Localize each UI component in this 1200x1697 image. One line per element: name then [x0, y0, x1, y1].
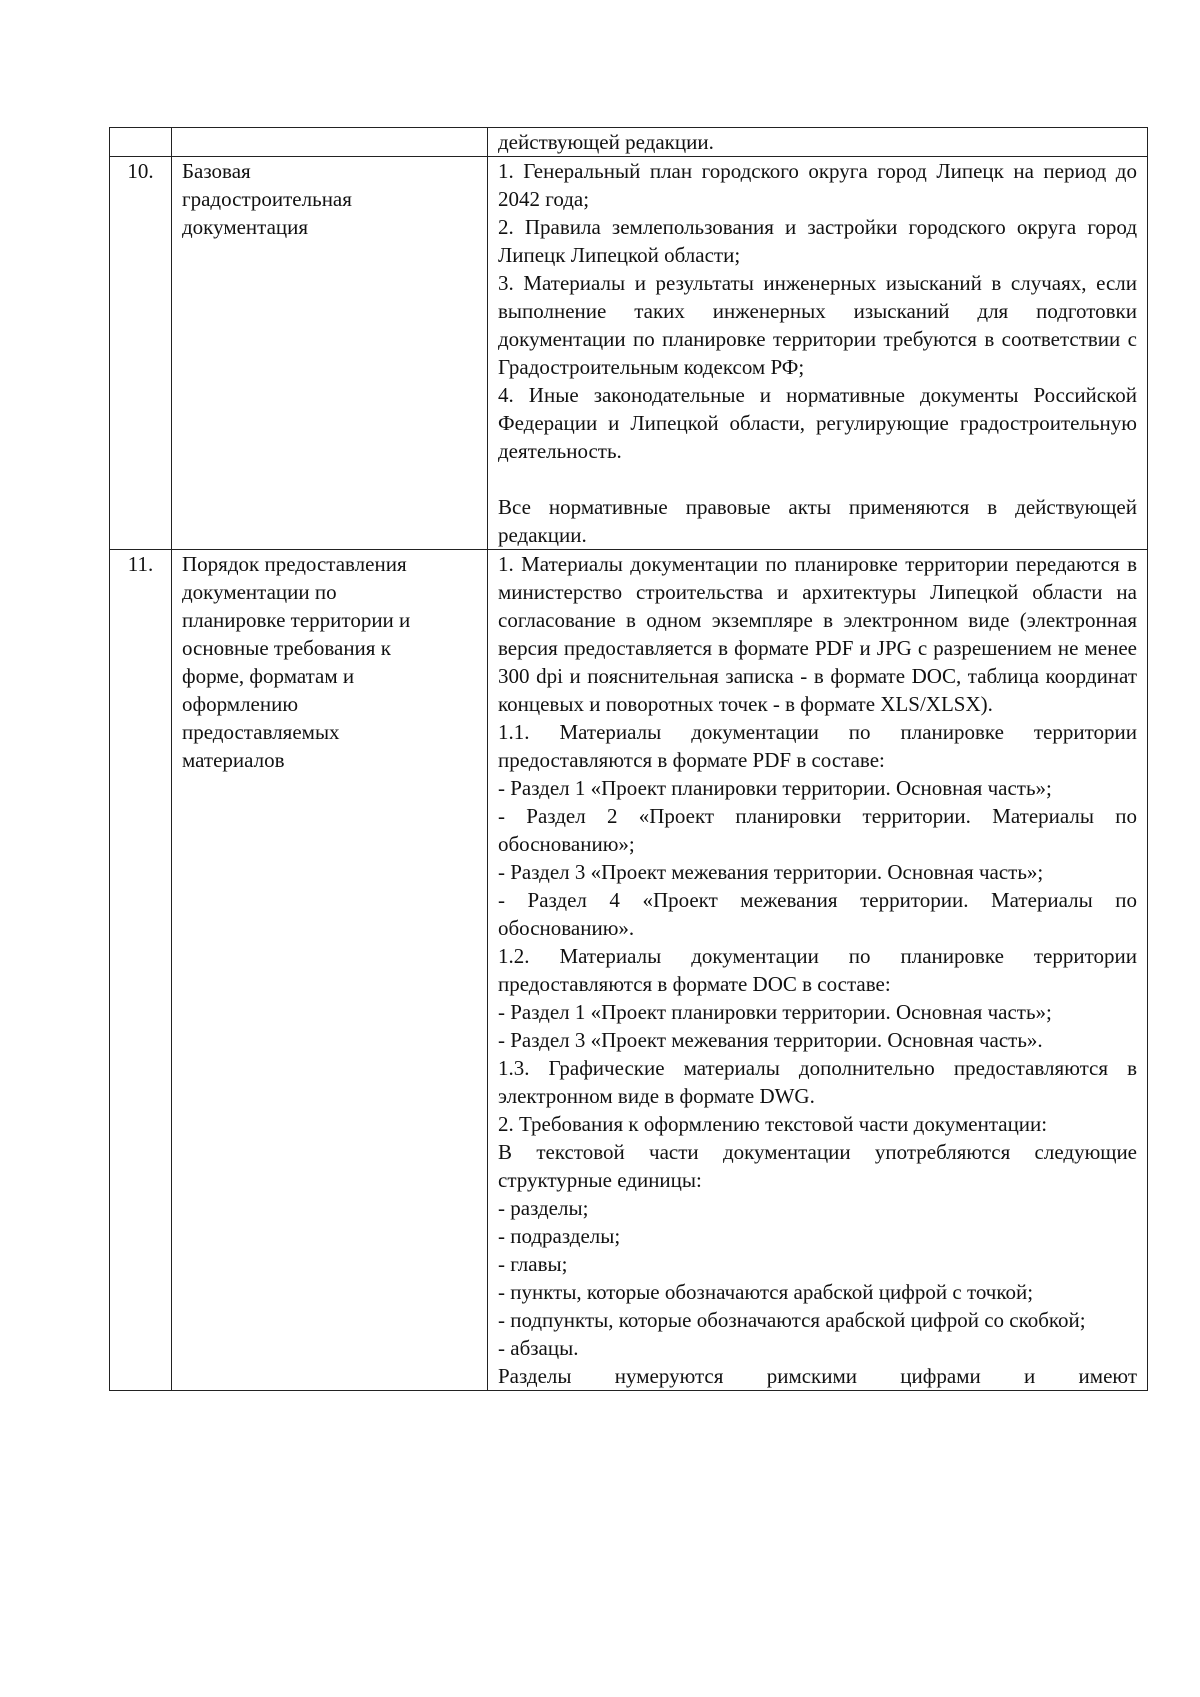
paragraph: Все нормативные правовые акты применяются в действующей редакции.	[498, 495, 1137, 547]
row-number	[110, 128, 172, 157]
row-content	[488, 128, 1148, 157]
paragraph: - Раздел 1 «Проект планировки территории. Основная часть»;	[498, 1000, 1052, 1024]
row-title-line: документации по	[182, 580, 337, 604]
paragraph: 3. Материалы и результаты инженерных изысканий в случаях, если выполнение таких инженерных изысканий для подготовки документации по планировке территории требуются в соответствии с Градостроительным кодексом РФ;	[498, 271, 1137, 379]
paragraph: - абзацы.	[498, 1336, 579, 1360]
document-table	[109, 127, 1148, 1391]
row-content	[488, 550, 1148, 1391]
paragraph: действующей редакции.	[498, 130, 714, 154]
paragraph: 1.2. Материалы документации по планировке территории предоставляются в формате DOC в составе:	[498, 944, 1137, 996]
row-title-line: материалов	[182, 748, 285, 772]
row-number: 11.	[110, 550, 172, 1391]
paragraph: - Раздел 3 «Проект межевания территории. Основная часть»;	[498, 860, 1044, 884]
row-title	[172, 128, 488, 157]
row-content	[488, 157, 1148, 550]
paragraph: - Раздел 3 «Проект межевания территории. Основная часть».	[498, 1028, 1043, 1052]
paragraph: Разделы нумеруются римскими цифрами и имеют	[498, 1364, 1137, 1388]
paragraph: - Раздел 1 «Проект планировки территории. Основная часть»;	[498, 776, 1052, 800]
paragraph: - подразделы;	[498, 1224, 621, 1248]
row-title-line: планировке территории и	[182, 608, 411, 632]
paragraph: 1. Материалы документации по планировке территории передаются в министерство строительства и архитектуры Липецкой области на согласование в одном экземпляре в электронном виде (электронная версия предоставляется в формате PDF и JPG с разрешением не менее 300 dpi и пояснительная записка - в формате DOC, таблица координат концевых и поворотных точек - в формате XLS/XLSX).	[498, 552, 1137, 716]
row-title-line: предоставляемых	[182, 720, 340, 744]
paragraph: - пункты, которые обозначаются арабской цифрой с точкой;	[498, 1280, 1034, 1304]
row-title-line: основные требования к	[182, 636, 391, 660]
paragraph-gap	[498, 465, 1137, 493]
table-row	[110, 157, 1148, 550]
row-title-line: Порядок предоставления	[182, 552, 407, 576]
paragraph: - Раздел 2 «Проект планировки территории. Материалы по обоснованию»;	[498, 804, 1137, 856]
table-row	[110, 550, 1148, 1391]
paragraph: - главы;	[498, 1252, 568, 1276]
paragraph: 1.1. Материалы документации по планировке территории предоставляются в формате PDF в составе:	[498, 720, 1137, 772]
row-title-line: Базовая	[182, 159, 251, 183]
paragraph: 2. Требования к оформлению текстовой части документации:	[498, 1112, 1048, 1136]
row-title-line: оформлению	[182, 692, 299, 716]
paragraph: - подпункты, которые обозначаются арабской цифрой со скобкой;	[498, 1308, 1086, 1332]
row-title-line: форме, форматам и	[182, 664, 355, 688]
paragraph: В текстовой части документации употребляются следующие структурные единицы:	[498, 1140, 1137, 1192]
table-row	[110, 128, 1148, 157]
row-title-line: документация	[182, 215, 309, 239]
paragraph: 1. Генеральный план городского округа город Липецк на период до 2042 года;	[498, 159, 1137, 211]
paragraph: 4. Иные законодательные и нормативные документы Российской Федерации и Липецкой области, регулирующие градостроительную деятельность.	[498, 383, 1137, 463]
paragraph: - разделы;	[498, 1196, 589, 1220]
row-number: 10.	[110, 157, 172, 550]
row-title	[172, 157, 488, 550]
paragraph: 2. Правила землепользования и застройки городского округа город Липецк Липецкой области;	[498, 215, 1137, 267]
paragraph: - Раздел 4 «Проект межевания территории. Материалы по обоснованию».	[498, 888, 1137, 940]
row-title-line: градостроительная	[182, 187, 352, 211]
paragraph: 1.3. Графические материалы дополнительно предоставляются в электронном виде в формате DWG.	[498, 1056, 1137, 1108]
row-title	[172, 550, 488, 1391]
